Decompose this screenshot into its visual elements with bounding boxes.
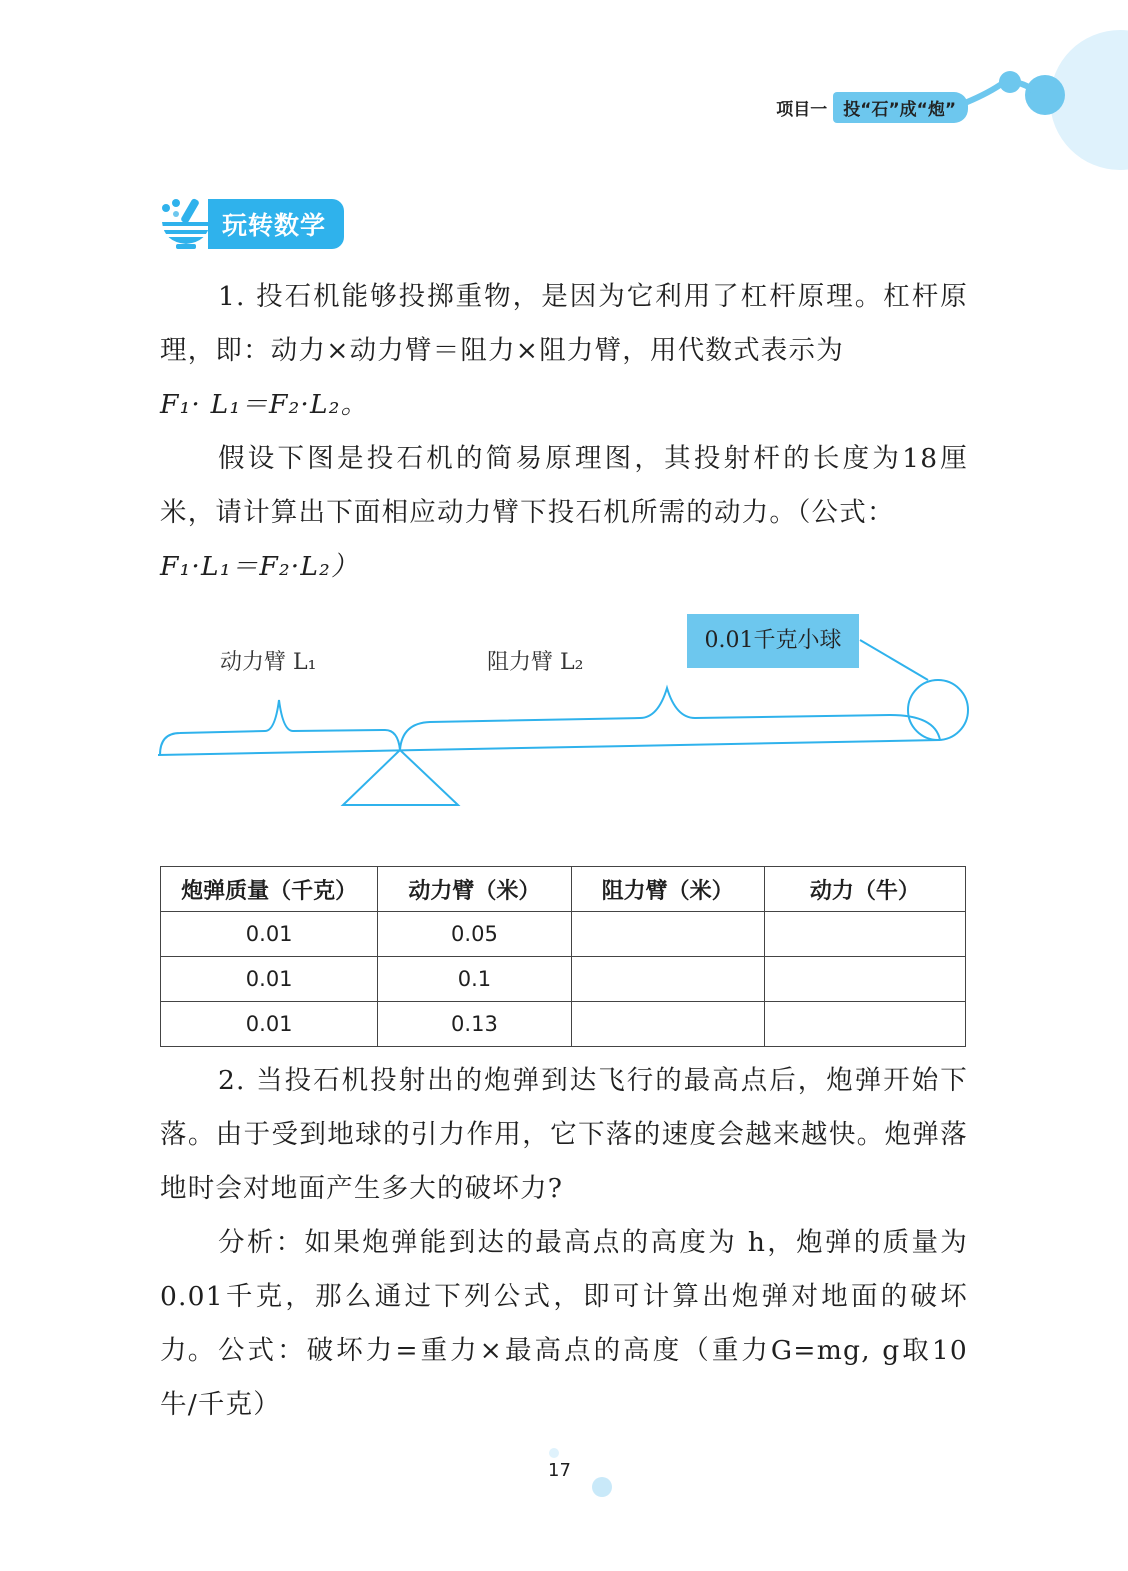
callout-line [860,640,928,680]
project-label: 项目一 [776,100,828,120]
cell-effort-arm: 0.05 [378,912,571,957]
header-load-arm: 阻力臂（米） [571,867,764,912]
cell-mass: 0.01 [161,912,378,957]
cell-effort[interactable] [764,912,965,957]
fulcrum [343,750,458,805]
header-mass: 炮弹质量（千克） [161,867,378,912]
page-number: 17 [548,1460,571,1481]
q2-paragraph-1: 2. 当投石机投射出的炮弹到达飞行的最高点后，炮弹开始下落。由于受到地球的引力作用，它下落的速度会越来越快。炮弹落地时会对地面产生多大的破坏力? [160,1065,968,1204]
ball [908,680,968,740]
cell-load-arm[interactable] [571,912,764,957]
q1-text-2: 假设下图是投石机的简易原理图，其投射杆的长度为18厘米，请计算出下面相应动力臂下投石机所需的动力。（公式： [160,443,968,528]
cell-load-arm[interactable] [571,957,764,1002]
cell-effort[interactable] [764,957,965,1002]
data-table [160,866,966,1047]
ball-label: 0.01千克小球 [687,614,859,668]
brace-l1 [160,700,400,755]
table-row [161,1002,966,1047]
header-effort-arm: 动力臂（米） [378,867,571,912]
header-decoration [940,30,1128,170]
q2-paragraph-2: 分析：如果炮弹能到达的最高点的高度为 h，炮弹的质量为0.01千克，那么通过下列公式，即可计算出炮弹对地面的破坏力。 [160,1227,968,1366]
q1-formula-2: F₁·L₁＝F₂·L₂） [160,551,359,582]
section-title: 玩转数学 [208,199,344,249]
table-row [161,912,966,957]
cell-effort-arm: 0.13 [378,1002,571,1047]
cell-mass: 0.01 [161,1002,378,1047]
q2-paragraph-3: 公式：破坏力=重力×最高点的高度（重力G=mg, g取10 牛/千克） [160,1335,968,1420]
q1-formula-1: F₁· L₁＝F₂·L₂。 [160,389,369,420]
label-l2: 阻力臂 L₂ [487,650,584,675]
cell-effort-arm: 0.1 [378,957,571,1002]
bowl-icon [158,196,214,252]
cell-load-arm[interactable] [571,1002,764,1047]
table-row [161,957,966,1002]
cell-mass: 0.01 [161,957,378,1002]
section-badge [158,196,344,252]
q1-paragraph-1 [160,270,968,432]
header-effort: 动力（牛） [764,867,965,912]
q1-paragraph-2 [160,432,968,594]
label-l1: 动力臂 L₁ [220,650,317,675]
table-header-row [161,867,966,912]
project-title: 投“石”成“炮” [833,92,968,123]
q1-text-1: 1. 投石机能够投掷重物，是因为它利用了杠杆原理。杠杆原理，即：动力×动力臂＝阻力×阻力臂，用代数式表示为 [160,281,968,366]
running-header [776,92,968,123]
cell-effort[interactable] [764,1002,965,1047]
lever-beam [158,740,940,755]
